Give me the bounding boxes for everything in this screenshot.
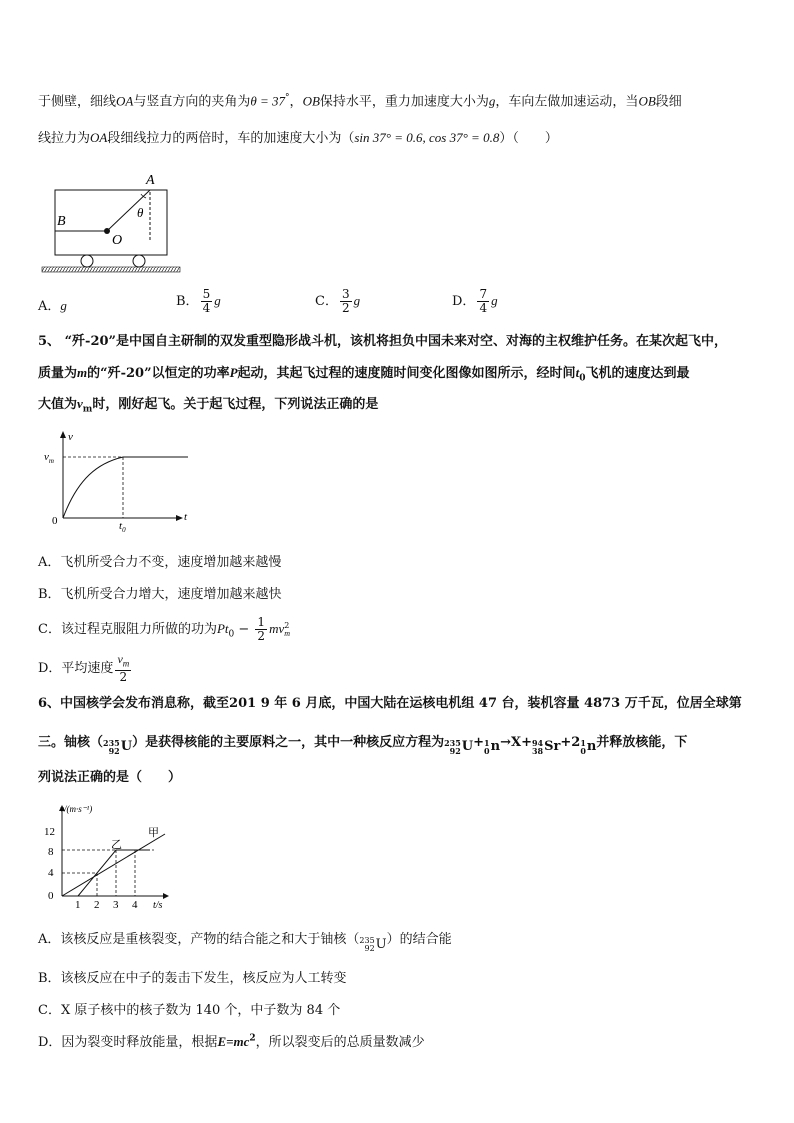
q6-option-c[interactable]: C．X 原子核中的核子数为 140 个，中子数为 84 个 <box>38 1003 341 1018</box>
q5-velocity-graph <box>38 428 198 533</box>
var-oa: OA <box>116 93 134 109</box>
label-a: A <box>146 173 155 188</box>
text: 质量为 <box>38 366 78 381</box>
atomic-number: 0 <box>484 746 490 756</box>
text: D．因为裂变时释放能量，根据 <box>38 1035 218 1050</box>
plus: + <box>560 735 572 750</box>
text: 时，刚好起飞。关于起飞过程，下列说法正确的是 <box>92 397 379 412</box>
text: D．平均速度 <box>38 661 114 677</box>
formula: E=mc <box>217 1034 250 1049</box>
var-pt: Pt <box>216 621 229 636</box>
coefficient: 2 <box>571 735 581 750</box>
text: A．该核反应是重核裂变，产物的结合能之和大于铀核（ <box>38 932 360 947</box>
subscript: m <box>82 404 93 415</box>
mass-number: 235 <box>359 936 375 945</box>
var-g: g <box>491 293 498 308</box>
plus: + <box>473 735 485 750</box>
label-theta: θ <box>137 205 144 220</box>
mass-number: 235 <box>444 738 461 748</box>
axis-label-t: t <box>184 511 188 523</box>
atomic-number: 92 <box>108 746 120 756</box>
var-g: g <box>353 293 361 308</box>
numerator <box>115 653 131 671</box>
denominator: 2 <box>257 629 266 643</box>
wheel-left <box>81 255 93 267</box>
q6-option-a[interactable] <box>38 928 452 957</box>
nuclide-n <box>484 735 500 759</box>
velocity-curve <box>63 457 123 518</box>
option-letter: C． <box>315 294 338 309</box>
origin-label: 0 <box>52 515 58 527</box>
y-tick-8: 8 <box>48 846 54 858</box>
q4-option-d[interactable] <box>452 288 498 315</box>
q6-vt-graph <box>38 800 178 912</box>
numerator: 3 <box>341 287 350 301</box>
nuclide-u <box>103 735 132 759</box>
text: 与竖直方向的夹角为 <box>133 94 251 110</box>
var-g: g <box>214 293 221 308</box>
text: ，车向左做加速运动，当 <box>495 94 639 110</box>
denominator: 2 <box>119 670 128 685</box>
text: ， <box>289 94 303 110</box>
atomic-number: 92 <box>449 746 461 756</box>
theta-eq: θ = 37 <box>250 93 286 109</box>
text: ）（ ） <box>499 131 558 146</box>
x-arrow <box>176 515 183 521</box>
symbol-x: X <box>510 735 522 750</box>
text: 起动，其起飞过程的速度随时间变化图像如图所示，经时间 <box>237 366 576 381</box>
subscript: m <box>284 628 291 638</box>
denominator: 2 <box>341 301 350 315</box>
denominator: 4 <box>202 301 211 315</box>
x-tick-1: 1 <box>75 899 81 911</box>
y-arrow <box>60 431 66 438</box>
text: 的“歼-20”以恒定的功率 <box>87 366 230 381</box>
q5-stem-line2 <box>38 364 758 388</box>
ground <box>42 267 180 272</box>
y-tick-12: 12 <box>44 826 55 838</box>
fraction <box>340 288 352 315</box>
trig-values: sin 37° = 0.6, cos 37° = 0.8 <box>354 130 500 145</box>
superscript: 2 <box>284 620 290 630</box>
symbol: n <box>490 739 501 754</box>
text: 大值为 <box>38 397 78 412</box>
label-vm: $v_m$ <box>44 451 54 465</box>
x-tick-4: 4 <box>132 899 138 911</box>
text: 并释放核能，下 <box>596 735 688 750</box>
q6-stem-line2 <box>38 731 758 759</box>
text: ）是获得核能的主要原料之一，其中一种核反应方程为 <box>132 735 445 750</box>
atomic-number: 38 <box>531 746 544 756</box>
wheel-right <box>133 255 145 267</box>
label-b: B <box>57 214 66 229</box>
fraction <box>201 288 213 315</box>
nuclide-u <box>359 933 386 957</box>
symbol: U <box>375 937 387 952</box>
symbol: Sr <box>544 739 561 754</box>
arrow: → <box>500 735 511 750</box>
q5-option-d[interactable] <box>38 653 133 684</box>
q6-option-b[interactable]: B．该核反应在中子的轰击下发生，核反应为人工转变 <box>38 971 347 986</box>
nuclide-sr <box>532 735 560 759</box>
option-letter: D． <box>452 294 476 309</box>
mass-number: 235 <box>103 738 120 748</box>
x-tick-2: 2 <box>94 899 100 911</box>
option-letter: A． <box>38 299 61 314</box>
var-m: m <box>77 365 88 380</box>
nuclide-n <box>580 735 596 759</box>
var-g: g <box>488 93 496 109</box>
subscript: m <box>122 658 130 669</box>
text: 段细 <box>655 94 682 110</box>
q5-stem-line3 <box>38 395 758 419</box>
text: 飞机的速度达到最 <box>585 366 690 381</box>
mass-number: 94 <box>531 738 544 748</box>
mass-number: 1 <box>484 738 490 748</box>
q5-option-c[interactable] <box>38 616 290 643</box>
x-arrow <box>163 893 169 899</box>
label-t0: $t_0$ <box>119 520 126 533</box>
q5-stem-line1: 5、 “歼-20”是中国自主研制的双发重型隐形战斗机，该机将担负中国未来对空、对海的主权维护任务。在某次起飞中， <box>38 334 728 349</box>
label-yi: 乙 <box>111 839 122 851</box>
fraction <box>477 288 489 315</box>
deg: ° <box>285 93 290 103</box>
q6-stem-line3: 列说法正确的是（ ） <box>38 770 182 785</box>
q5-option-a[interactable]: A．飞机所受合力不变，速度增加越来越慢 <box>38 555 282 570</box>
var-mv: mv <box>269 621 285 636</box>
q4-stem-line2 <box>38 129 758 148</box>
fraction <box>255 616 267 643</box>
q6-stem-line1: 6、中国核学会发布消息称，截至201 9 年 6 月底，中国大陆在运核电机组 47 台，装机容量 4873 万千瓦，位居全球第 <box>38 696 742 711</box>
text: 线拉力为 <box>38 131 91 146</box>
x-axis-label: t/s <box>153 900 163 911</box>
var-oa: OA <box>90 130 108 145</box>
minus: − <box>234 622 254 637</box>
text: ，所以裂变后的总质量数减少 <box>255 1035 425 1050</box>
symbol: U <box>120 739 133 754</box>
numerator: 7 <box>479 287 488 301</box>
mass-number: 1 <box>580 738 586 748</box>
plus: + <box>521 735 532 750</box>
text: 于侧壁，细线 <box>38 94 117 110</box>
option-letter: B． <box>176 294 199 309</box>
q6-option-d[interactable] <box>38 1031 425 1050</box>
q4-stem-line1 <box>38 89 758 111</box>
y-axis-label: v/(m·s⁻¹) <box>60 804 93 814</box>
var-ob: OB <box>638 93 656 109</box>
var-t0: t <box>575 365 580 380</box>
sup-sub <box>284 622 290 638</box>
subscript: 0 <box>579 373 586 384</box>
x-tick-3: 3 <box>113 899 119 911</box>
q4-option-b[interactable] <box>176 288 221 315</box>
nuclide-u <box>444 735 473 759</box>
superscript: 2 <box>249 1033 256 1044</box>
var-p: P <box>229 365 238 380</box>
numerator: 5 <box>202 287 211 301</box>
fraction <box>115 653 131 684</box>
text: 三。铀核（ <box>38 735 104 750</box>
q4-option-c[interactable] <box>315 288 360 315</box>
axis-label-v: v <box>68 431 73 443</box>
var-ob: OB <box>302 93 320 109</box>
atomic-number: 92 <box>364 944 375 953</box>
q4-option-a[interactable] <box>38 295 67 314</box>
y-tick-0: 0 <box>48 890 54 902</box>
point-o <box>104 228 110 234</box>
var-v: v <box>117 652 123 666</box>
q4-cart-figure <box>38 168 188 278</box>
text: 保持水平，重力加速度大小为 <box>319 94 489 110</box>
symbol: U <box>461 739 474 754</box>
y-tick-4: 4 <box>48 867 54 879</box>
symbol: n <box>586 739 597 754</box>
denominator: 4 <box>479 301 488 315</box>
label-jia: 甲 <box>148 827 159 839</box>
q5-option-b[interactable]: B．飞机所受合力增大，速度增加越来越快 <box>38 587 282 602</box>
atomic-number: 0 <box>580 746 586 756</box>
text: ）的结合能 <box>386 932 452 947</box>
text: C．该过程克服阻力所做的功为 <box>38 622 217 637</box>
numerator: 1 <box>257 615 266 629</box>
subscript: 0 <box>228 629 235 640</box>
var-g: g <box>60 298 67 313</box>
var-vm: v <box>77 396 83 411</box>
text: 段细线拉力的两倍时，车的加速度大小为（ <box>107 131 355 146</box>
label-o: O <box>112 233 123 248</box>
